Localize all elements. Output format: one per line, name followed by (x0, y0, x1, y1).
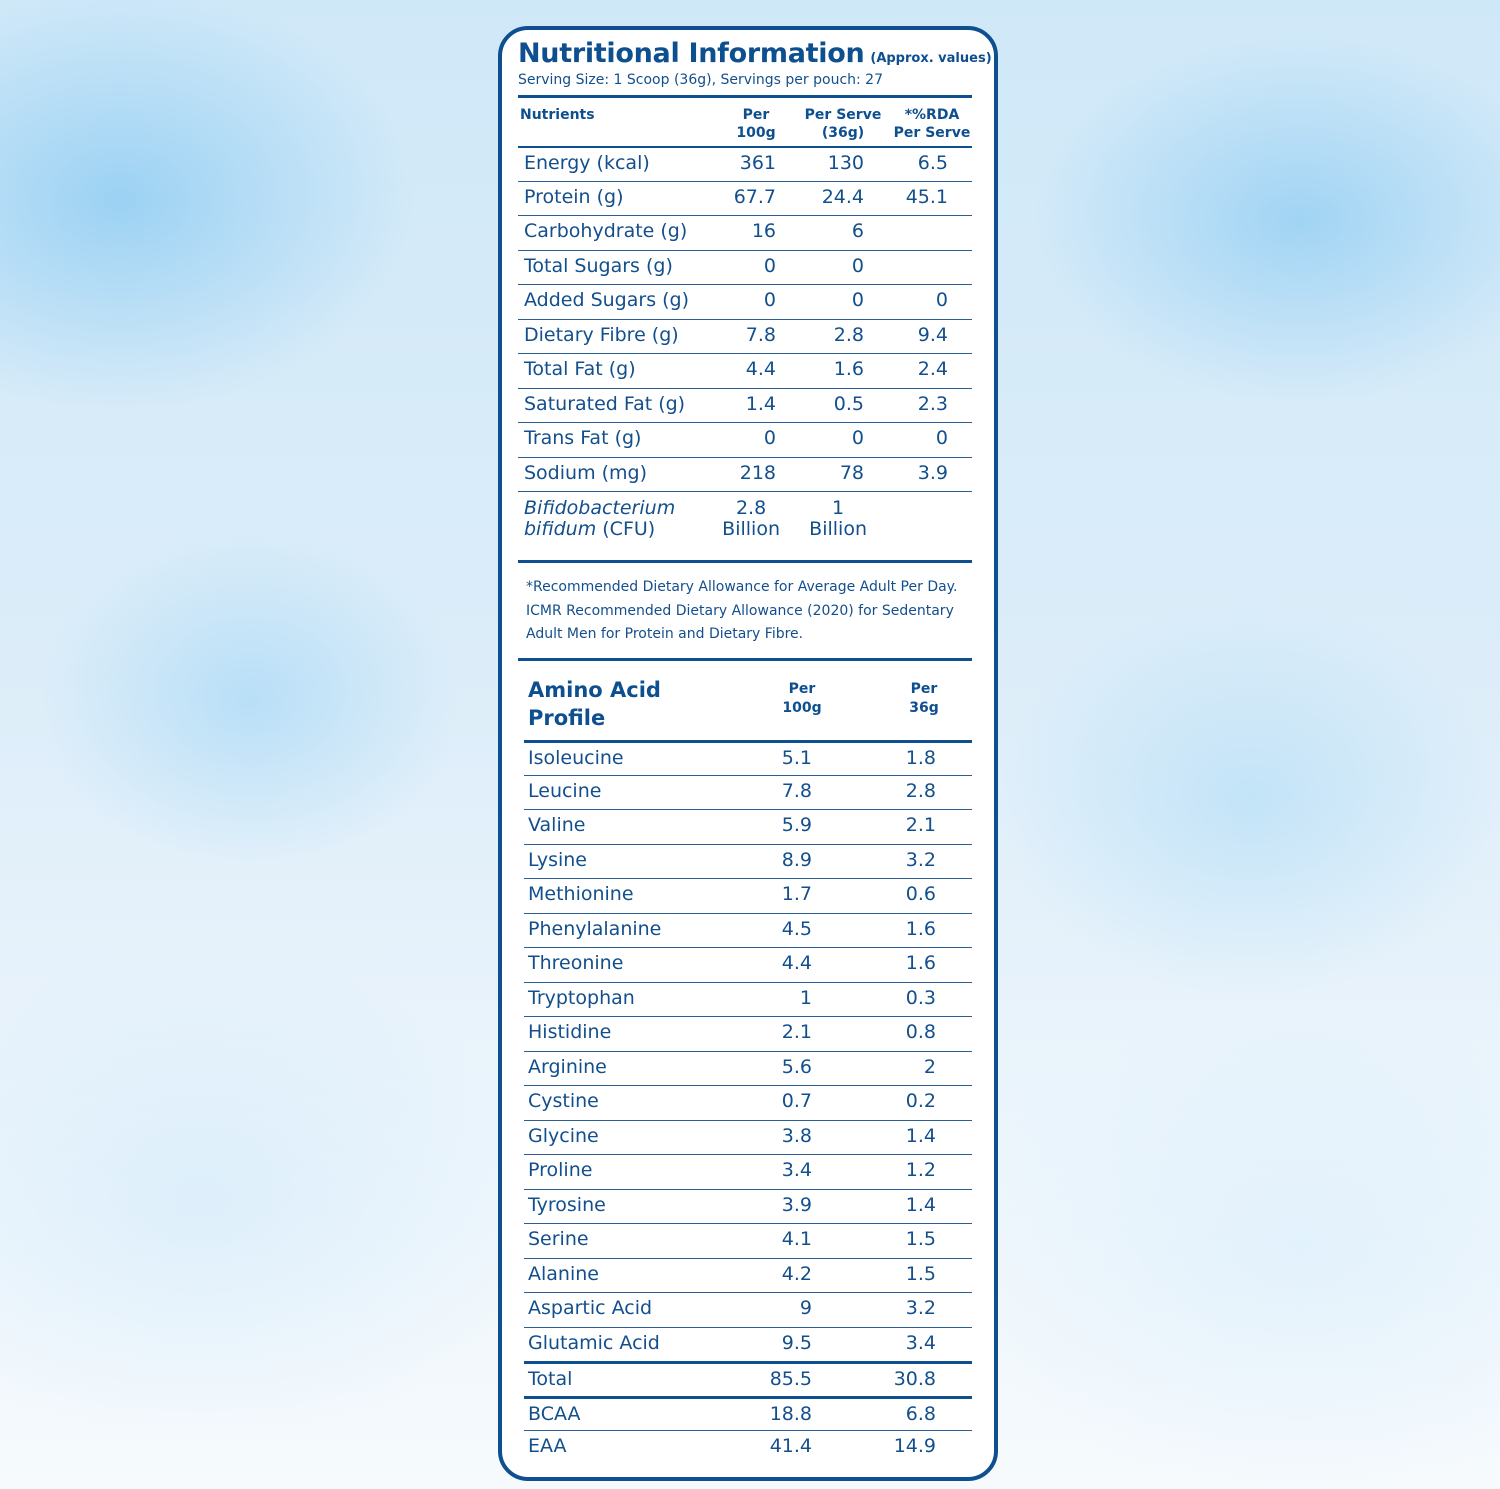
probiotic-unit: (CFU) (596, 518, 656, 540)
amino-per-100g: 2.1 (781, 1021, 812, 1043)
amino-name: Phenylalanine (528, 917, 662, 940)
summary-per-100g: 18.8 (769, 1402, 812, 1425)
panel-title: Nutritional Information (518, 38, 865, 69)
probiotic-per-serve-unit: Billion (809, 518, 867, 540)
nutrient-name: Protein (g) (524, 185, 624, 208)
col-amino-per-36g-line1: Per (910, 681, 938, 697)
table-row (518, 422, 972, 457)
table-row (518, 388, 972, 423)
amino-per-100g: 3.4 (781, 1159, 812, 1181)
amino-title (528, 676, 661, 732)
amino-per-100g: 5.1 (781, 747, 812, 769)
per-serve-value: 130 (827, 152, 864, 174)
nutrient-name: Trans Fat (g) (524, 427, 642, 449)
per-100g-value: 0 (763, 254, 776, 277)
summary-row-eaa (524, 1430, 972, 1465)
nutrients-footer-divider (518, 560, 972, 563)
probiotic-per-serve-value: 1 (832, 497, 845, 519)
rda-value: 45.1 (905, 185, 948, 208)
amino-title-line2: Profile (528, 706, 606, 730)
table-row (524, 947, 972, 982)
table-row (518, 215, 972, 250)
rda-value: 0 (935, 427, 948, 449)
per-100g-value: 7.8 (745, 323, 776, 346)
table-row (524, 1223, 972, 1258)
summary-name: EAA (528, 1435, 567, 1457)
nutrient-name: Saturated Fat (g) (524, 392, 686, 415)
per-100g-value: 4.4 (745, 358, 776, 380)
amino-per-36g: 2.8 (905, 779, 936, 802)
nutrient-name: Added Sugars (g) (524, 289, 690, 311)
col-amino-per-100g-line1: Per (788, 681, 816, 697)
amino-name: Serine (528, 1228, 589, 1250)
table-row (524, 1120, 972, 1155)
amino-per-36g: 0.6 (905, 883, 936, 905)
amino-name: Lysine (528, 848, 587, 871)
amino-per-100g: 0.7 (781, 1090, 812, 1112)
header-divider (518, 95, 972, 98)
amino-per-100g: 9 (799, 1297, 812, 1319)
col-nutrients: Nutrients (520, 107, 595, 123)
amino-table (524, 740, 972, 1465)
table-row (518, 353, 972, 388)
per-serve-value: 24.4 (821, 185, 864, 208)
amino-title-line1: Amino Acid (528, 678, 661, 702)
probiotic-per-100g-value: 2.8 (735, 497, 767, 519)
amino-per-36g: 3.2 (905, 1297, 936, 1319)
amino-header (518, 666, 972, 740)
per-100g-value: 16 (751, 220, 776, 242)
amino-name: Alanine (528, 1262, 599, 1285)
amino-per-36g: 1.8 (905, 747, 936, 769)
amino-name: Glycine (528, 1124, 599, 1147)
amino-name: Aspartic Acid (528, 1297, 653, 1319)
per-serve-value: 6 (851, 220, 864, 242)
amino-per-100g: 5.6 (781, 1055, 812, 1078)
table-row (524, 1258, 972, 1293)
amino-divider (518, 658, 972, 661)
summary-per-100g: 41.4 (769, 1435, 812, 1457)
table-row (524, 740, 972, 775)
nutrition-panel (498, 26, 998, 1481)
probiotic-per-100g-unit: Billion (722, 518, 780, 540)
amino-name: Threonine (528, 952, 624, 974)
col-per-100g-line2: 100g (736, 125, 776, 141)
table-row (524, 878, 972, 913)
table-row (518, 250, 972, 285)
table-row (524, 982, 972, 1017)
per-serve-value: 0 (851, 254, 864, 277)
probiotic-row (518, 491, 972, 557)
per-serve-value: 0.5 (833, 392, 864, 415)
col-per-100g (726, 106, 786, 142)
summary-per-36g: 14.9 (893, 1435, 936, 1457)
summary-per-100g: 85.5 (769, 1368, 812, 1390)
per-serve-value: 78 (839, 461, 864, 484)
amino-per-100g: 9.5 (781, 1331, 812, 1354)
per-serve-value: 1.6 (833, 358, 864, 380)
amino-name: Leucine (528, 779, 602, 802)
amino-per-36g: 2.1 (905, 814, 936, 836)
col-amino-per-36g-line2: 36g (909, 700, 939, 716)
table-row (524, 1051, 972, 1086)
amino-name: Proline (528, 1159, 593, 1181)
per-100g-value: 0 (763, 289, 776, 311)
amino-per-36g: 3.2 (905, 848, 936, 871)
amino-per-36g: 1.4 (905, 1124, 936, 1147)
per-serve-value: 0 (851, 289, 864, 311)
amino-per-36g: 0.3 (905, 986, 936, 1009)
amino-per-36g: 0.8 (905, 1021, 936, 1043)
amino-per-36g: 1.5 (905, 1262, 936, 1285)
per-100g-value: 1.4 (745, 392, 776, 415)
col-per-serve-line1: Per Serve (804, 107, 882, 123)
amino-per-36g: 2 (923, 1055, 936, 1078)
amino-name: Glutamic Acid (528, 1331, 660, 1354)
table-row (518, 146, 972, 181)
amino-name: Arginine (528, 1055, 607, 1078)
per-100g-value: 0 (763, 427, 776, 449)
amino-per-100g: 4.2 (781, 1262, 812, 1285)
amino-per-100g: 4.4 (781, 952, 812, 974)
probiotic-per-serve (809, 498, 867, 540)
table-row (524, 1085, 972, 1120)
table-row (524, 1189, 972, 1224)
amino-per-100g: 8.9 (781, 848, 812, 871)
table-row (518, 181, 972, 216)
rda-value: 3.9 (917, 461, 948, 484)
nutrient-name: Sodium (mg) (524, 461, 648, 484)
amino-per-100g: 1 (799, 986, 812, 1009)
summary-row-bcaa (524, 1396, 972, 1431)
table-row (524, 844, 972, 879)
amino-per-100g: 4.5 (781, 917, 812, 940)
table-row (524, 1016, 972, 1051)
rda-value: 2.4 (917, 358, 948, 380)
amino-per-36g: 1.6 (905, 917, 936, 940)
amino-per-36g: 1.5 (905, 1228, 936, 1250)
nutrient-name: Energy (kcal) (524, 152, 650, 174)
table-row (524, 1154, 972, 1189)
amino-per-36g: 3.4 (905, 1331, 936, 1354)
summary-per-36g: 6.8 (905, 1402, 936, 1425)
table-row (518, 457, 972, 492)
col-rda (888, 106, 976, 142)
amino-name: Valine (528, 814, 586, 836)
col-amino-per-100g-line2: 100g (782, 700, 822, 716)
table-row (524, 1327, 972, 1362)
amino-per-100g: 1.7 (781, 883, 812, 905)
table-row (524, 809, 972, 844)
per-serve-value: 2.8 (833, 323, 864, 346)
summary-name: BCAA (528, 1402, 581, 1425)
per-100g-value: 218 (739, 461, 776, 484)
amino-name: Histidine (528, 1021, 612, 1043)
nutrient-name: Dietary Fibre (g) (524, 323, 679, 346)
col-amino-per-100g (772, 680, 832, 718)
rda-value: 0 (935, 289, 948, 311)
amino-name: Tyrosine (528, 1193, 606, 1216)
summary-name: Total (528, 1368, 573, 1390)
nutrient-name: Carbohydrate (g) (524, 220, 688, 242)
table-row (518, 319, 972, 354)
amino-per-36g: 1.6 (905, 952, 936, 974)
col-per-serve (798, 106, 888, 142)
probiotic-per-100g (722, 498, 780, 540)
table-row (524, 1292, 972, 1327)
probiotic-species: bifidum (524, 518, 597, 540)
rda-value: 9.4 (917, 323, 948, 346)
amino-per-100g: 4.1 (781, 1228, 812, 1250)
col-rda-line2: Per Serve (893, 125, 971, 141)
amino-name: Cystine (528, 1090, 599, 1112)
amino-per-100g: 5.9 (781, 814, 812, 836)
amino-name: Methionine (528, 883, 634, 905)
per-100g-value: 67.7 (733, 185, 776, 208)
per-serve-value: 0 (851, 427, 864, 449)
nutrient-name: Total Fat (g) (524, 358, 636, 380)
summary-per-36g: 30.8 (893, 1368, 936, 1390)
nutrients-table (518, 146, 972, 557)
amino-per-100g: 3.8 (781, 1124, 812, 1147)
nutrient-name: Total Sugars (g) (524, 254, 673, 277)
nutrients-header (518, 102, 972, 148)
amino-per-36g: 0.2 (905, 1090, 936, 1112)
col-per-100g-line1: Per (742, 107, 770, 123)
table-row (518, 284, 972, 319)
approx-note: (Approx. values) (870, 51, 992, 66)
col-rda-line1: *%RDA (904, 107, 960, 123)
per-100g-value: 361 (739, 152, 776, 174)
rda-value: 2.3 (917, 392, 948, 415)
serving-size: Serving Size: 1 Scoop (36g), Servings per pouch: 27 (518, 72, 883, 88)
table-row (524, 775, 972, 810)
col-amino-per-36g (896, 680, 952, 718)
rda-value: 6.5 (917, 152, 948, 174)
panel-header (518, 38, 992, 69)
amino-name: Tryptophan (528, 986, 635, 1009)
table-row (524, 913, 972, 948)
amino-per-100g: 3.9 (781, 1193, 812, 1216)
amino-name: Isoleucine (528, 747, 624, 769)
amino-per-100g: 7.8 (781, 779, 812, 802)
probiotic-genus: Bifidobacterium (524, 497, 676, 519)
summary-row-total (524, 1361, 972, 1396)
amino-per-36g: 1.2 (905, 1159, 936, 1181)
amino-per-36g: 1.4 (905, 1193, 936, 1216)
col-per-serve-line2: (36g) (821, 125, 865, 141)
rda-footnote: *Recommended Dietary Allowance for Average Adult Per Day. ICMR Recommended Dietary Allowance (2020) for Sedentary Adult Men for Protein and Dietary Fibre. (526, 579, 958, 642)
probiotic-name (524, 498, 675, 540)
